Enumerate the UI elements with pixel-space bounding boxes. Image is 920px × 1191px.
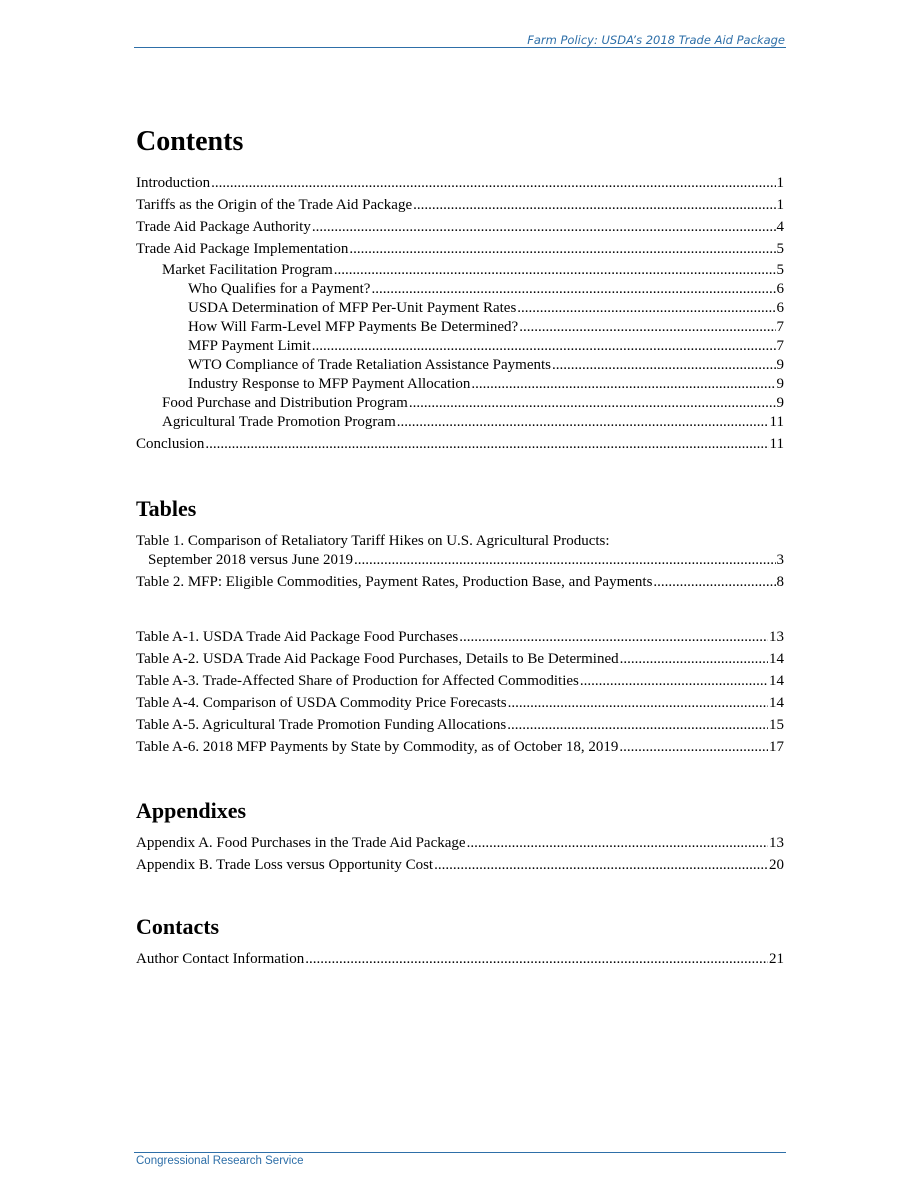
- toc-entry-tariffs-origin[interactable]: Tariffs as the Origin of the Trade Aid Package ..... 1: [136, 196, 784, 215]
- running-header: Farm Policy: USDA’s 2018 Trade Aid Package: [527, 33, 785, 47]
- toc-entry-table-a1[interactable]: Table A-1. USDA Trade Aid Package Food Purchases ..... 13: [136, 628, 784, 647]
- toc-entry-who-qualifies[interactable]: Who Qualifies for a Payment? ..... 6: [136, 280, 784, 299]
- toc-entry-appendix-a[interactable]: Appendix A. Food Purchases in the Trade Aid Package ..... 13: [136, 834, 784, 853]
- tables-heading: Tables: [136, 496, 197, 521]
- toc-entry-conclusion[interactable]: Conclusion ..... 11: [136, 435, 784, 454]
- toc-entry-table-a2[interactable]: Table A-2. USDA Trade Aid Package Food Purchases, Details to Be Determined ..... 14: [136, 650, 784, 669]
- footer-source: Congressional Research Service: [136, 1155, 304, 1167]
- toc-entry-food-purchase[interactable]: Food Purchase and Distribution Program ..... 9: [136, 394, 784, 413]
- appendixes-list: [136, 834, 784, 875]
- toc-entry-appendix-b[interactable]: Appendix B. Trade Loss versus Opportunity Cost ..... 20: [136, 856, 784, 875]
- toc-entry-table-a6[interactable]: Table A-6. 2018 MFP Payments by State by Commodity, as of October 18, 2019 ..... 17: [136, 738, 784, 757]
- toc-entry-wto[interactable]: WTO Compliance of Trade Retaliation Assistance Payments ..... 9: [136, 356, 784, 375]
- toc-entry-payment-limit[interactable]: MFP Payment Limit ..... 7: [136, 337, 784, 356]
- toc-entry-mfp[interactable]: Market Facilitation Program ..... 5: [136, 261, 784, 280]
- tables-list: [136, 532, 784, 592]
- toc-entry-table-a4[interactable]: Table A-4. Comparison of USDA Commodity Price Forecasts ..... 14: [136, 694, 784, 713]
- toc-entry-table-a5[interactable]: Table A-5. Agricultural Trade Promotion Funding Allocations ..... 15: [136, 716, 784, 735]
- toc-entry-industry-response[interactable]: Industry Response to MFP Payment Allocation ..... 9: [136, 375, 784, 394]
- toc-entry-authority[interactable]: Trade Aid Package Authority ..... 4: [136, 218, 784, 237]
- header-rule: [134, 47, 786, 48]
- appendix-tables-list: [136, 628, 784, 757]
- contacts-list: [136, 950, 784, 969]
- toc-entry-table-1[interactable]: Table 1. Comparison of Retaliatory Tariff Hikes on U.S. Agricultural Products: September 2018 versus June 2019 ..... 3: [136, 532, 784, 570]
- toc-entry-implementation[interactable]: Trade Aid Package Implementation ..... 5: [136, 240, 784, 259]
- footer-rule: [134, 1152, 786, 1153]
- contents-list: [136, 174, 784, 454]
- contents-heading: Contents: [136, 126, 244, 157]
- toc-entry-table-a3[interactable]: Table A-3. Trade-Affected Share of Production for Affected Commodities ..... 14: [136, 672, 784, 691]
- toc-entry-table-2[interactable]: Table 2. MFP: Eligible Commodities, Payment Rates, Production Base, and Payments ..... 8: [136, 573, 784, 592]
- toc-entry-farm-level[interactable]: How Will Farm-Level MFP Payments Be Determined? ..... 7: [136, 318, 784, 337]
- toc-entry-author-contact[interactable]: Author Contact Information ..... 21: [136, 950, 784, 969]
- toc-entry-introduction[interactable]: Introduction ..... 1: [136, 174, 784, 193]
- appendixes-heading: Appendixes: [136, 798, 247, 823]
- contacts-heading: Contacts: [136, 914, 220, 939]
- toc-entry-trade-promotion[interactable]: Agricultural Trade Promotion Program ..... 11: [136, 413, 784, 432]
- toc-entry-payment-rates[interactable]: USDA Determination of MFP Per-Unit Payment Rates ..... 6: [136, 299, 784, 318]
